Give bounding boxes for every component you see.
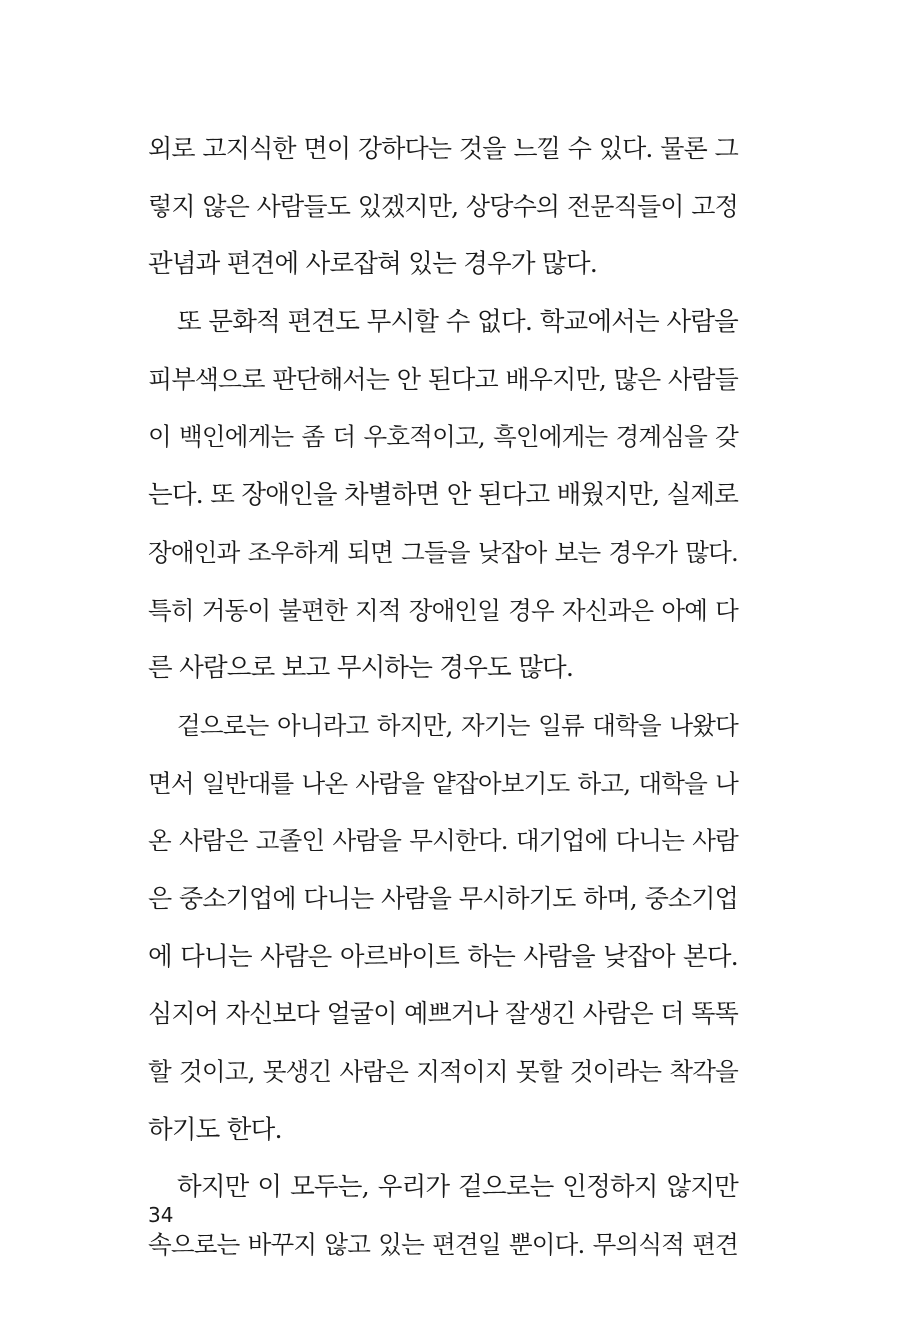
- text-line: 외로 고지식한 면이 강하다는 것을 느낄 수 있다. 물론 그: [148, 134, 738, 163]
- text-line: 이 백인에게는 좀 더 우호적이고, 흑인에게는 경계심을 갖: [148, 422, 738, 452]
- page-number: 34: [148, 1203, 174, 1227]
- text-line: 에 다니는 사람은 아르바이트 하는 사람을 낮잡아 본다.: [148, 941, 738, 972]
- text-line: 또 문화적 편견도 무시할 수 없다. 학교에서는 사람을: [177, 307, 738, 338]
- text-line: 겉으로는 아니라고 하지만, 자기는 일류 대학을 나왔다: [177, 710, 738, 740]
- text-line: 피부색으로 판단해서는 안 된다고 배우지만, 많은 사람들: [148, 364, 738, 394]
- text-line: 면서 일반대를 나온 사람을 얕잡아보기도 하고, 대학을 나: [148, 768, 738, 798]
- text-line: 심지어 자신보다 얼굴이 예쁘거나 잘생긴 사람은 더 똑똑: [148, 999, 738, 1029]
- text-line: 는다. 또 장애인을 차별하면 안 된다고 배웠지만, 실제로: [148, 480, 739, 511]
- text-line: 장애인과 조우하게 되면 그들을 낮잡아 보는 경우가 많다.: [148, 537, 738, 567]
- text-line: 온 사람은 고졸인 사람을 무시한다. 대기업에 다니는 사람: [148, 826, 738, 856]
- text-line: 하기도 한다.: [148, 1114, 282, 1145]
- text-line: 은 중소기업에 다니는 사람을 무시하기도 하며, 중소기업: [148, 883, 738, 913]
- text-line: 관념과 편견에 사로잡혀 있는 경우가 많다.: [148, 249, 597, 280]
- text-line: 른 사람으로 보고 무시하는 경우도 많다.: [148, 653, 574, 684]
- text-line: 속으로는 바꾸지 않고 있는 편견일 뿐이다. 무의식적 편견: [148, 1230, 738, 1260]
- text-line: 할 것이고, 못생긴 사람은 지적이지 못할 것이라는 착각을: [148, 1057, 738, 1086]
- text-line: 하지만 이 모두는, 우리가 겉으로는 인정하지 않지만: [177, 1172, 738, 1203]
- body-text: [148, 124, 738, 1278]
- text-line: 특히 거동이 불편한 지적 장애인일 경우 자신과은 아예 다: [148, 595, 738, 625]
- text-line: 렇지 않은 사람들도 있겠지만, 상당수의 전문직들이 고정: [148, 191, 738, 221]
